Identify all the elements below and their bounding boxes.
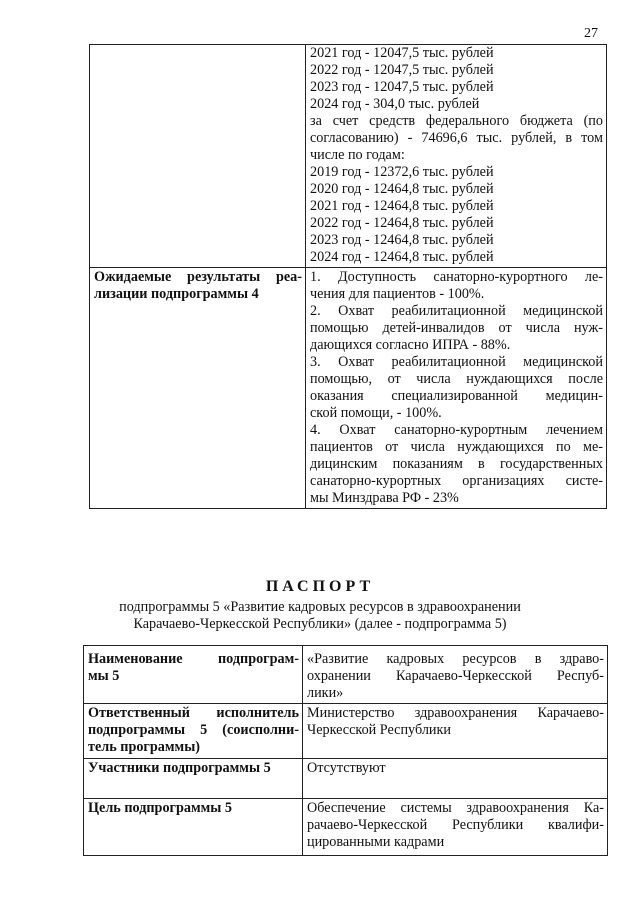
results-line: 3. Охват реабилитационной медицинской — [310, 354, 603, 370]
name-label-cell — [84, 646, 303, 704]
federal-budget-line: за счет средств федерального бюджета (по — [310, 113, 603, 129]
funding-year-line: 2023 год - 12464,8 тыс. рублей — [310, 232, 494, 248]
funding-year-line: 2020 год - 12464,8 тыс. рублей — [310, 181, 494, 197]
funding-line: 2021 год - 12047,5 тыс. рублей — [310, 45, 494, 61]
results-line: 1. Доступность санаторно-курортного ле- — [310, 269, 603, 285]
goal-label-cell — [84, 799, 303, 856]
row-label-line: мы 5 — [88, 668, 120, 684]
row-label-line: Ответственный исполнитель — [88, 705, 299, 721]
goal-value-cell — [303, 799, 608, 856]
results-label-cell — [90, 268, 306, 509]
results-line: 4. Охват санаторно-курортным лечением — [310, 422, 603, 438]
participants-value-cell — [303, 759, 608, 799]
funding-value-cell — [306, 45, 607, 268]
results-line: ской помощи, - 100%. — [310, 405, 442, 421]
row-value-line: «Развитие кадровых ресурсов в здраво- — [307, 651, 604, 667]
results-line: помощью детей-инвалидов от числа нуж- — [310, 320, 603, 336]
passport-subtitle: Карачаево-Черкесской Республики» (далее - подпрограмма 5) — [133, 616, 507, 632]
results-line: чения для пациентов - 100%. — [310, 286, 485, 302]
results-line: оказания специализированной медицин- — [310, 388, 603, 404]
results-value-cell — [306, 268, 607, 509]
results-line: пациентов от числа нуждающихся по ме- — [310, 439, 603, 455]
row-label-line: подпрограммы 5 (соисполни- — [88, 722, 299, 738]
row-label-line: Участники подпрограммы 5 — [88, 760, 271, 776]
results-line: помощью, от числа нуждающихся после — [310, 371, 603, 387]
results-line: 2. Охват реабилитационной медицинской — [310, 303, 603, 319]
results-line: санаторно-курортных организациях систе- — [310, 473, 603, 489]
funding-year-line: 2021 год - 12464,8 тыс. рублей — [310, 198, 494, 214]
table-row — [84, 704, 608, 759]
row-value-line: Обеспечение системы здравоохранения Ка- — [307, 800, 604, 816]
results-line: дающихся согласно ИПРА - 88%. — [310, 337, 511, 353]
funding-year-line: 2024 год - 12464,8 тыс. рублей — [310, 249, 494, 265]
passport-table-subprogram-5 — [83, 645, 608, 856]
results-label-line: Ожидаемые результаты реа- — [94, 269, 302, 285]
table-row — [84, 799, 608, 856]
row-value-line: Отсутствуют — [307, 760, 386, 776]
results-line: дицинским показаниям в государственных — [310, 456, 603, 472]
federal-budget-line: согласованию) - 74696,6 тыс. рублей, в том — [310, 130, 603, 146]
funding-year-line: 2019 год - 12372,6 тыс. рублей — [310, 164, 494, 180]
row-value-line: охранении Карачаево-Черкесской Респуб- — [307, 668, 604, 684]
table-row — [90, 45, 607, 268]
funding-year-line: 2022 год - 12464,8 тыс. рублей — [310, 215, 494, 231]
row-value-line: цированными кадрами — [307, 834, 445, 850]
table-row — [84, 759, 608, 799]
executor-label-cell — [84, 704, 303, 759]
funding-line: 2022 год - 12047,5 тыс. рублей — [310, 62, 494, 78]
federal-budget-line: числе по годам: — [310, 147, 405, 163]
row-label-line: Цель подпрограммы 5 — [88, 800, 233, 816]
funding-line: 2024 год - 304,0 тыс. рублей — [310, 96, 480, 112]
row-label-line: Наименование подпрограм- — [88, 651, 299, 667]
passport-heading: ПАСПОРТ — [265, 578, 375, 595]
passport-table-subprogram-4 — [89, 44, 607, 509]
funding-label-cell — [90, 45, 306, 268]
page-number: 27 — [584, 26, 598, 41]
table-row — [84, 646, 608, 704]
participants-label-cell — [84, 759, 303, 799]
funding-line: 2023 год - 12047,5 тыс. рублей — [310, 79, 494, 95]
row-value-line: рачаево-Черкесской Республики квалифи- — [307, 817, 604, 833]
row-label-line: тель программы) — [88, 739, 200, 755]
row-value-line: лики» — [307, 685, 344, 701]
row-value-line: Черкесской Республики — [307, 722, 451, 738]
table-row — [90, 268, 607, 509]
name-value-cell — [303, 646, 608, 704]
executor-value-cell — [303, 704, 608, 759]
results-label-line: лизации подпрограммы 4 — [94, 286, 259, 302]
row-value-line: Министерство здравоохранения Карачаево- — [307, 705, 604, 721]
results-line: мы Минздрава РФ - 23% — [310, 490, 459, 506]
passport-subtitle: подпрограммы 5 «Развитие кадровых ресурсов в здравоохранении — [119, 599, 521, 615]
